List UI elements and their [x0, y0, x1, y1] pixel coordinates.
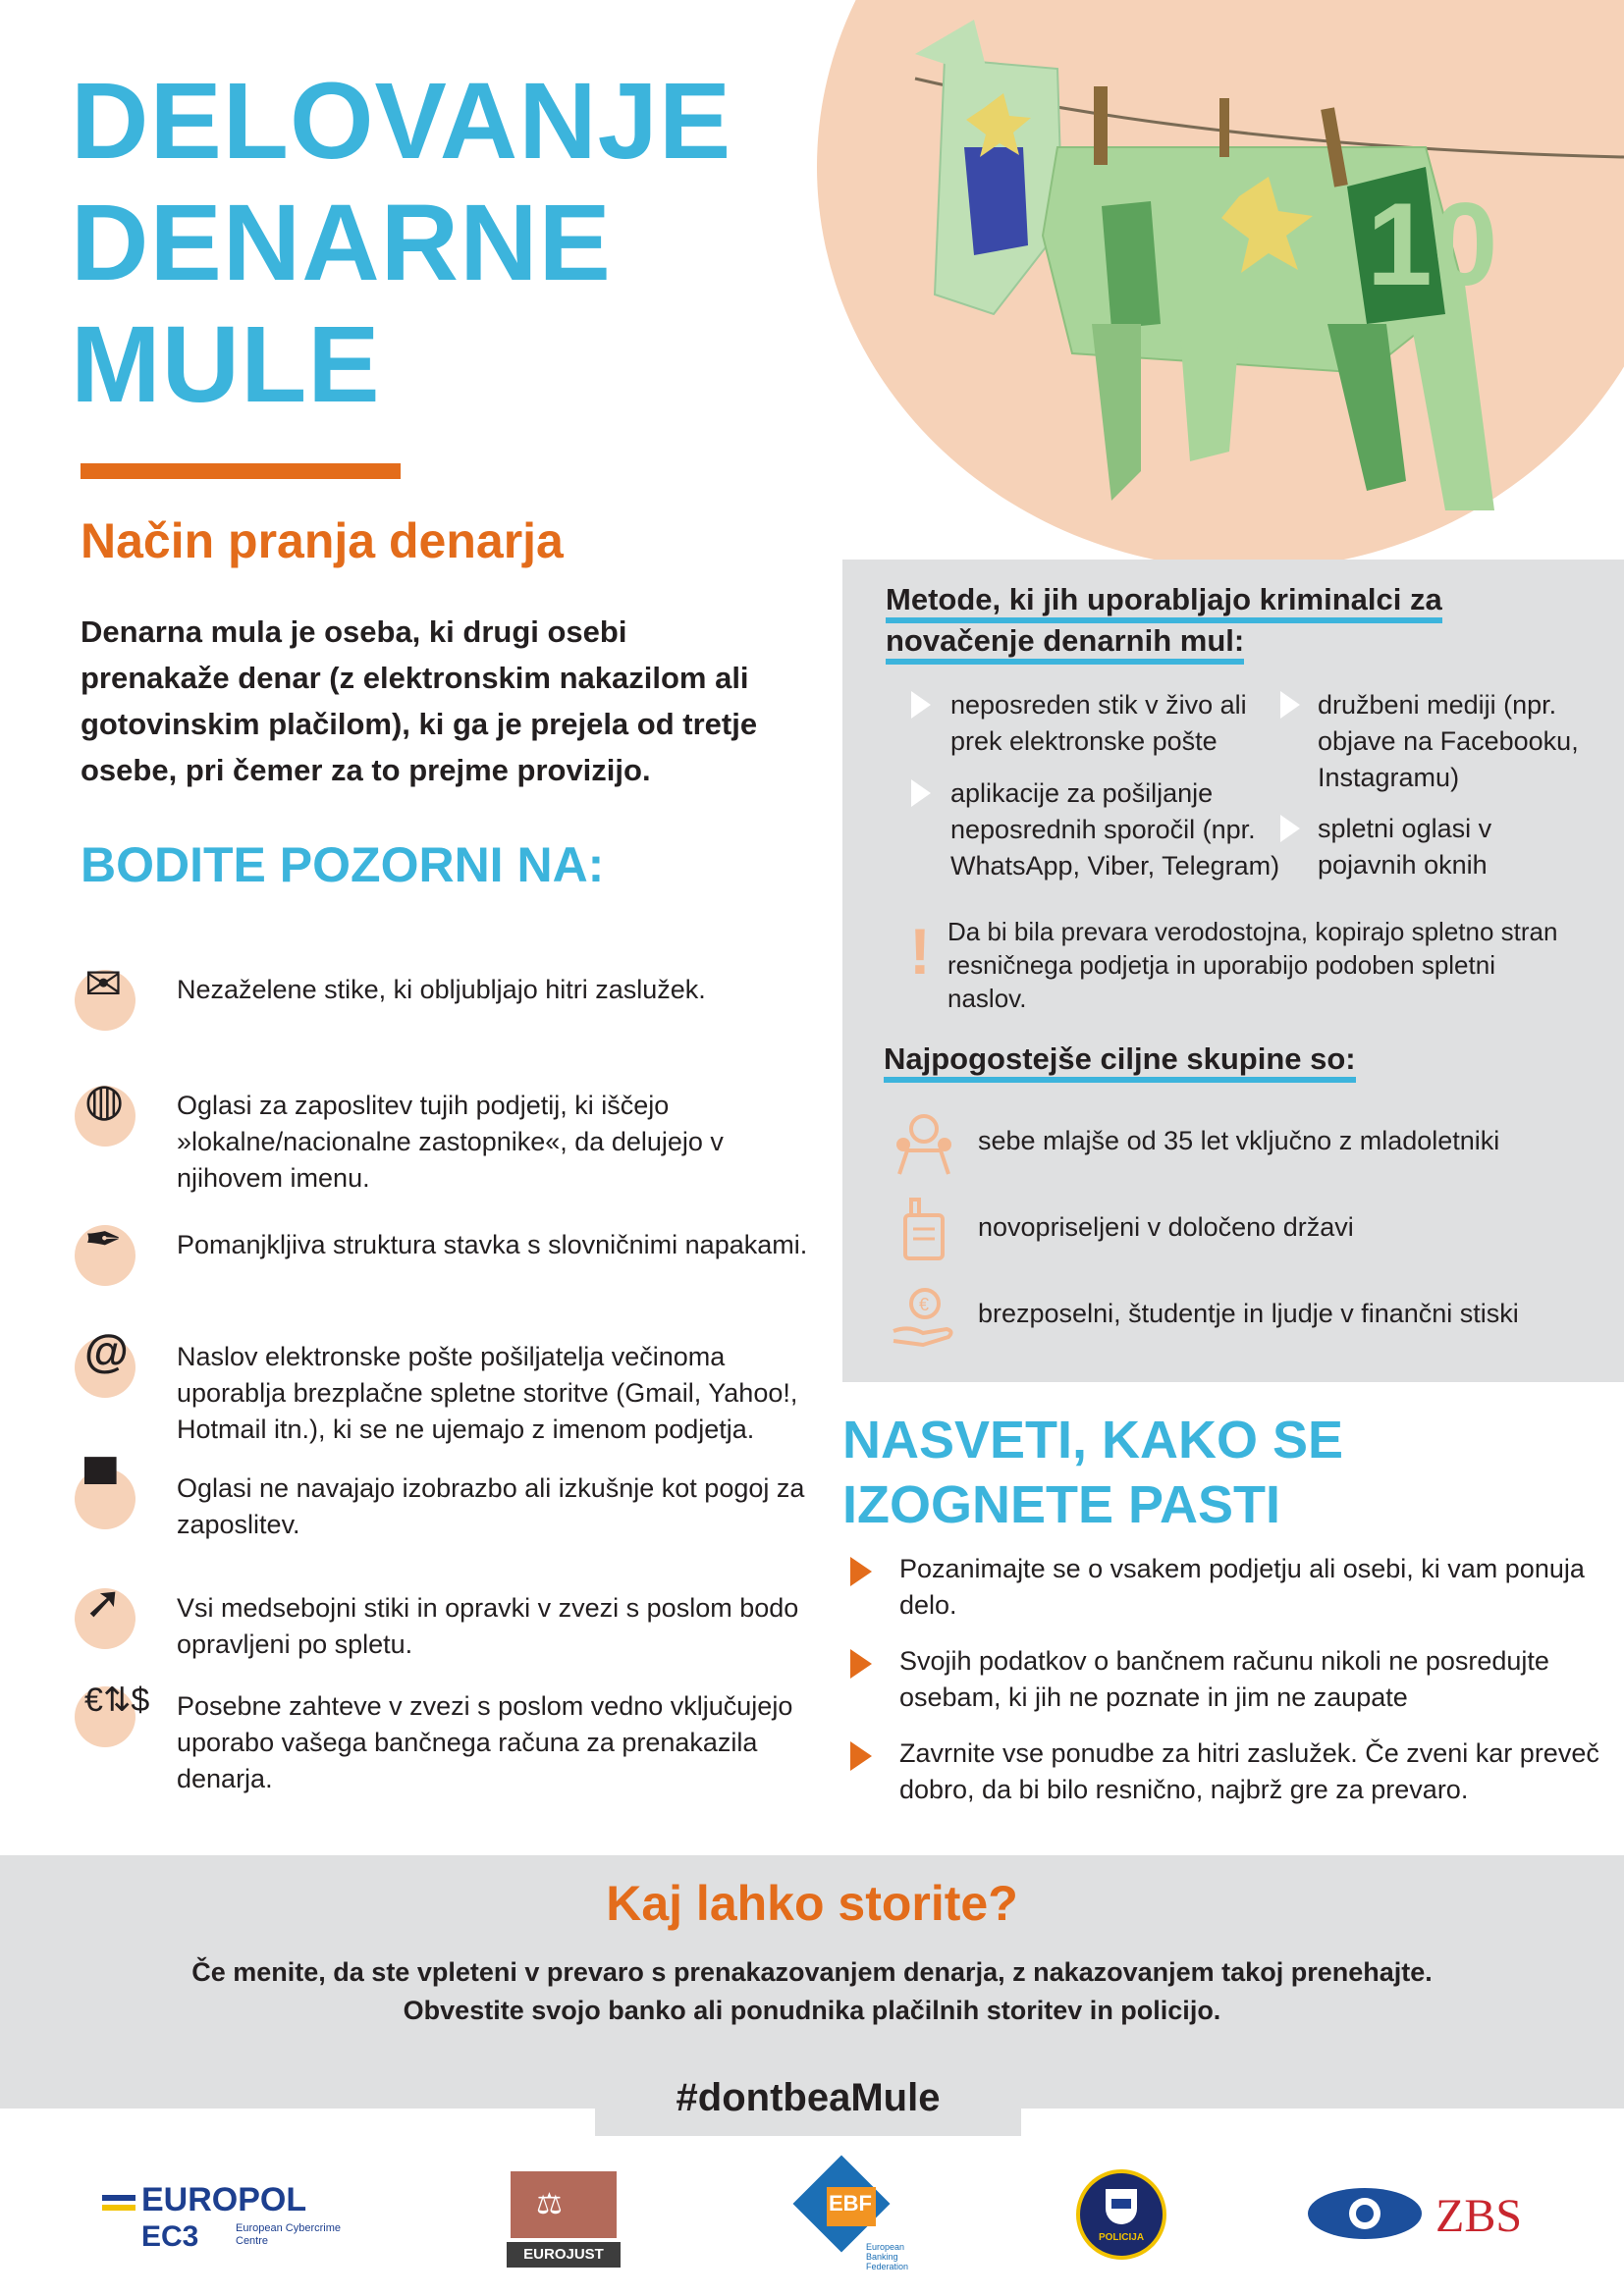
bullet-triangle-icon	[911, 691, 931, 719]
envelope-icon: ✉	[71, 954, 153, 1037]
main-title-line-2: DENARNE	[71, 183, 612, 303]
method-text: aplikacije za pošiljanje neposrednih sporočil (npr. WhatsApp, Viber, Telegram)	[950, 778, 1280, 881]
main-title	[71, 61, 731, 426]
methods-heading-line-2: novačenje denarnih mul:	[886, 623, 1244, 665]
bullet-triangle-icon	[850, 1649, 872, 1679]
hashtag: #dontbeaMule	[595, 2059, 1021, 2136]
method-item	[911, 775, 1284, 884]
ebf-logo	[797, 2160, 935, 2277]
title-rule	[81, 463, 401, 479]
ec3-subtitle	[236, 2222, 341, 2248]
bullet-triangle-icon	[850, 1741, 872, 1771]
eurojust-logo	[507, 2160, 621, 2277]
warning-item	[71, 1070, 817, 1198]
zbs-logo	[1306, 2160, 1522, 2277]
method-item	[1280, 687, 1595, 796]
policija-logo	[1076, 2160, 1170, 2277]
warning-text: Naslov elektronske pošte pošiljatelja večinoma uporablja brezplačne spletne storitve (Gmail, Yahoo!, Hotmail itn.), ki se ne ujemajo z imenom podjetja.	[177, 1342, 798, 1444]
warning-text: Nezažel​ene stike, ki obljubljajo hitri zaslužek.	[177, 975, 706, 1004]
money-donkey-illustration	[817, 0, 1624, 550]
warning-item	[71, 1209, 817, 1337]
method-item	[911, 687, 1284, 760]
action-text	[0, 1953, 1624, 2030]
method-text: spletni oglasi v pojavnih oknih	[1318, 814, 1492, 880]
intro-paragraph: Denarna mula je oseba, ki drugi osebi prenakaže denar (z elektronskim nakazilom ali gotovinskim plačilom), ki ga je prejela od tretje osebe, pri čemer za to prejme provizijo.	[81, 614, 758, 787]
pen-icon: ✒	[71, 1209, 153, 1292]
action-title: Kaj lahko storite?	[606, 1876, 1018, 1931]
notice-text: Da bi bila prevara verodostojna, kopirajo spletno stran resničnega podjetja in uporabijo podoben spletni naslov.	[947, 917, 1558, 1013]
ebf-wordmark: EBF	[829, 2191, 872, 2216]
suitcase-icon	[890, 1196, 958, 1264]
targets-heading	[884, 1039, 1356, 1080]
warning-text: Oglasi za zaposlitev tujih podjetij, ki iščejo »lokalne/nacionalne zastopnike«, da delujejo v njihovem imenu.	[177, 1091, 724, 1193]
bullet-triangle-icon	[1280, 691, 1300, 719]
target-text: novopriseljeni v določeno državi	[978, 1212, 1354, 1242]
warning-text: Posebne zahteve v zvezi s poslom vedno vključujejo uporabo vašega bančnega računa za prenakazila denarja.	[177, 1691, 793, 1793]
at-sign-icon: @	[71, 1321, 153, 1404]
ec3-subtitle-line-2: Centre	[236, 2235, 269, 2247]
warning-item	[71, 1671, 817, 1798]
main-title-line-3: MULE	[71, 304, 381, 425]
main-title-line-1: DELOVANJE	[71, 61, 732, 182]
scales-icon: ⚖	[536, 2188, 563, 2220]
target-item	[890, 1109, 1597, 1178]
target-item	[890, 1282, 1597, 1351]
europol-logo	[102, 2160, 367, 2277]
target-text: brezposelni, študentje in ljudje v finančni stiski	[978, 1299, 1519, 1328]
target-item	[890, 1196, 1597, 1264]
zbs-wordmark: ZBS	[1435, 2190, 1523, 2242]
warning-item	[71, 954, 817, 1082]
action-line-1: Če menite, da ste vpleteni v prevaro s prenakazovanjem denarja, z nakazovanjem takoj prenehajte.	[191, 1957, 1433, 1987]
action-line-2: Obvestite svojo banko ali ponudnika plačilnih storitev in policijo.	[403, 1996, 1221, 2025]
ec3-subtitle-line-1: European Cybercrime	[236, 2222, 341, 2234]
ebf-subtitle: European Banking Federation	[866, 2242, 909, 2271]
methods-heading-line-1: Metode, ki jih uporabljajo kriminalci za	[886, 582, 1442, 623]
warning-text: Oglasi ne navajajo izobrazbo ali izkušnje kot pogoj za zaposlitev.	[177, 1473, 805, 1539]
tip-item	[850, 1643, 1597, 1722]
method-text: družbeni mediji (npr. objave na Facebooku, Instagramu)	[1318, 690, 1579, 792]
europol-wordmark: EUROPOL	[141, 2181, 307, 2218]
tip-text: Pozanimajte se o vsakem podjetju ali osebi, ki vam ponuja delo.	[899, 1554, 1585, 1620]
policija-wordmark: POLICIJA	[1098, 2232, 1145, 2243]
tips-heading	[842, 1408, 1343, 1537]
warning-item	[71, 1321, 817, 1449]
tip-item	[850, 1551, 1597, 1629]
ec3-wordmark: EC3	[141, 2220, 199, 2253]
targets-heading-text: Najpogostejše ciljne skupine so:	[884, 1041, 1356, 1083]
warning-text: Vsi medsebojni stiki in opravki v zvezi s poslom bodo opravljeni po spletu.	[177, 1593, 799, 1659]
svg-text:€: €	[919, 1295, 930, 1314]
method-text: neposreden stik v živo ali prek elektronske pošte	[950, 690, 1247, 756]
svg-text:10: 10	[1367, 179, 1498, 310]
warnings-heading: BODITE POZORNI NA:	[81, 837, 605, 892]
bullet-triangle-icon	[911, 779, 931, 807]
target-text: sebe mlajše od 35 let vključno z mladoletniki	[978, 1126, 1500, 1155]
zbs-eye-icon	[1306, 2179, 1424, 2248]
currency-exchange-icon: €⇅$	[71, 1671, 153, 1753]
graduation-cap-icon: ▀	[71, 1453, 153, 1535]
globe-icon: ◍	[71, 1070, 153, 1152]
method-item	[1280, 811, 1595, 883]
warning-item	[71, 1453, 817, 1580]
exclamation-icon: !	[909, 915, 931, 988]
young-people-icon	[890, 1109, 958, 1178]
methods-heading	[886, 579, 1442, 662]
tips-heading-line-1: NASVETI, KAKO SE	[842, 1411, 1344, 1469]
tip-text: Zavrnite vse ponudbe za hitri zaslužek. Če zveni kar preveč dobro, da bi bilo resnično, najbrž gre za prevaro.	[899, 1738, 1599, 1804]
cursor-arrow-icon: ➚	[71, 1573, 153, 1655]
eurojust-wordmark: EUROJUST	[507, 2242, 621, 2268]
warning-text: Pomanjkljiva struktura stavka s slovničnimi napakami.	[177, 1230, 808, 1259]
tip-text: Svojih podatkov o bančnem računu nikoli ne posredujte osebam, ki jih ne poznate in jim ne zaupate	[899, 1646, 1549, 1712]
bullet-triangle-icon	[850, 1557, 872, 1586]
subtitle: Način pranja denarja	[81, 513, 564, 568]
hand-coin-icon	[890, 1282, 958, 1351]
tips-heading-line-2: IZOGNETE PASTI	[842, 1475, 1281, 1534]
tip-item	[850, 1735, 1597, 1814]
bullet-triangle-icon	[1280, 815, 1300, 842]
